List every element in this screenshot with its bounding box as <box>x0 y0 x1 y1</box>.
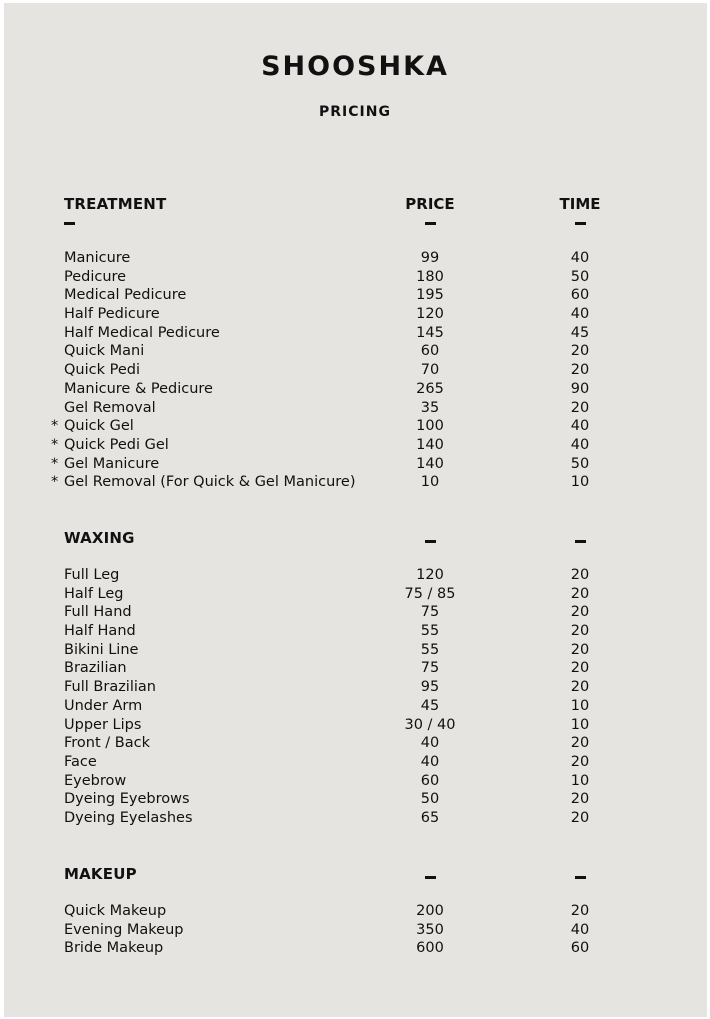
item-name: Half Leg <box>64 585 124 602</box>
item-time: 20 <box>570 660 590 677</box>
item-price: 55 <box>420 623 440 640</box>
item-time: 10 <box>570 697 590 714</box>
item-time: 40 <box>570 921 590 938</box>
star-marker: * <box>51 436 59 453</box>
list-item <box>0 324 710 343</box>
item-name: Quick Makeup <box>64 903 167 919</box>
item-name: Face <box>64 753 97 770</box>
section-title: MAKEUP <box>64 865 137 883</box>
time-dash-divider <box>575 876 586 879</box>
time-dash-divider <box>575 540 586 543</box>
item-name: Bikini Line <box>64 641 139 658</box>
list-item <box>0 399 710 418</box>
item-price: 55 <box>420 641 440 658</box>
column-header-time: TIME <box>559 195 601 213</box>
section-title: WAXING <box>64 529 135 547</box>
item-price: 140 <box>416 436 444 453</box>
item-time: 20 <box>570 735 590 752</box>
item-price: 70 <box>420 362 440 379</box>
item-price: 60 <box>420 343 440 360</box>
brand-title: SHOOSHKA <box>261 51 449 82</box>
list-item <box>0 342 710 361</box>
item-time: 60 <box>570 940 590 957</box>
section-header-waxing <box>0 529 710 549</box>
item-time: 40 <box>570 436 590 453</box>
list-item <box>0 473 710 492</box>
waxing-list <box>0 566 710 828</box>
item-name: Dyeing Eyebrows <box>64 791 190 808</box>
item-name: Quick Mani <box>64 343 145 360</box>
item-time: 40 <box>570 418 590 435</box>
item-price: 350 <box>416 921 444 938</box>
price-dash-divider <box>425 540 436 543</box>
item-time: 20 <box>570 567 590 583</box>
list-item <box>0 305 710 324</box>
list-item <box>0 622 710 641</box>
list-item <box>0 455 710 474</box>
item-name: Quick Pedi <box>64 362 140 379</box>
treatment-list <box>0 249 710 492</box>
item-name: Gel Removal <box>64 399 156 416</box>
item-price: 265 <box>416 380 444 397</box>
item-price: 65 <box>420 809 440 826</box>
item-name: Quick Gel <box>64 418 134 435</box>
item-price: 145 <box>416 324 444 341</box>
item-time: 20 <box>570 809 590 826</box>
star-marker: * <box>51 455 59 472</box>
item-time: 20 <box>570 903 590 919</box>
list-item <box>0 921 710 940</box>
item-price: 10 <box>420 474 440 491</box>
item-name: Dyeing Eyelashes <box>64 809 193 826</box>
page-subtitle: PRICING <box>319 104 391 120</box>
item-time: 20 <box>570 604 590 621</box>
item-name: Under Arm <box>64 697 143 714</box>
list-item <box>0 249 710 268</box>
item-name: Pedicure <box>64 268 127 285</box>
name-dash-divider <box>64 222 75 225</box>
item-price: 100 <box>416 418 444 435</box>
price-dash-divider <box>425 876 436 879</box>
item-name: Manicure & Pedicure <box>64 380 213 397</box>
list-item <box>0 678 710 697</box>
list-item <box>0 268 710 287</box>
list-item <box>0 716 710 735</box>
item-price: 140 <box>416 455 444 472</box>
item-time: 10 <box>570 772 590 789</box>
list-item <box>0 753 710 772</box>
star-marker: * <box>51 474 59 491</box>
item-name: Front / Back <box>64 735 150 752</box>
item-name: Brazilian <box>64 660 127 677</box>
list-item <box>0 772 710 791</box>
item-price: 35 <box>420 399 440 416</box>
list-item <box>0 659 710 678</box>
item-time: 20 <box>570 641 590 658</box>
item-price: 600 <box>416 940 444 957</box>
item-price: 40 <box>420 753 440 770</box>
item-time: 45 <box>570 324 590 341</box>
list-item <box>0 380 710 399</box>
item-time: 10 <box>570 716 590 733</box>
item-price: 120 <box>416 567 444 583</box>
item-price: 45 <box>420 697 440 714</box>
makeup-list <box>0 902 710 958</box>
item-time: 20 <box>570 753 590 770</box>
item-price: 60 <box>420 772 440 789</box>
item-name: Quick Pedi Gel <box>64 436 169 453</box>
item-price: 99 <box>420 250 440 266</box>
item-price: 75 <box>420 604 440 621</box>
item-time: 20 <box>570 399 590 416</box>
item-time: 50 <box>570 268 590 285</box>
item-name: Bride Makeup <box>64 940 164 957</box>
section-header-treatment <box>0 195 710 215</box>
item-price: 40 <box>420 735 440 752</box>
item-price: 200 <box>416 903 444 919</box>
time-dash-divider <box>575 222 586 225</box>
item-price: 75 <box>420 660 440 677</box>
item-price: 75 / 85 <box>404 585 456 602</box>
list-item <box>0 361 710 380</box>
list-item <box>0 641 710 660</box>
item-name: Eyebrow <box>64 772 127 789</box>
item-price: 30 / 40 <box>404 716 456 733</box>
list-item <box>0 603 710 622</box>
column-header-price: PRICE <box>405 195 455 213</box>
item-name: Full Hand <box>64 604 132 621</box>
item-time: 10 <box>570 474 590 491</box>
item-time: 20 <box>570 343 590 360</box>
list-item <box>0 902 710 921</box>
item-time: 90 <box>570 380 590 397</box>
item-name: Manicure <box>64 250 131 266</box>
item-time: 40 <box>570 250 590 266</box>
item-time: 20 <box>570 791 590 808</box>
item-time: 20 <box>570 585 590 602</box>
item-price: 50 <box>420 791 440 808</box>
item-time: 20 <box>570 362 590 379</box>
list-item <box>0 734 710 753</box>
item-time: 40 <box>570 306 590 323</box>
item-price: 195 <box>416 287 444 304</box>
item-time: 60 <box>570 287 590 304</box>
item-name: Full Leg <box>64 567 120 583</box>
item-time: 20 <box>570 623 590 640</box>
list-item <box>0 436 710 455</box>
item-price: 95 <box>420 679 440 696</box>
item-name: Half Hand <box>64 623 136 640</box>
list-item <box>0 809 710 828</box>
item-name: Half Medical Pedicure <box>64 324 220 341</box>
star-marker: * <box>51 418 59 435</box>
list-item <box>0 697 710 716</box>
list-item <box>0 585 710 604</box>
item-price: 180 <box>416 268 444 285</box>
list-item <box>0 939 710 958</box>
price-dash-divider <box>425 222 436 225</box>
item-time: 50 <box>570 455 590 472</box>
item-name: Medical Pedicure <box>64 287 187 304</box>
list-item <box>0 286 710 305</box>
item-name: Gel Removal (For Quick & Gel Manicure) <box>64 474 356 491</box>
item-name: Full Brazilian <box>64 679 156 696</box>
item-name: Upper Lips <box>64 716 142 733</box>
item-time: 20 <box>570 679 590 696</box>
list-item <box>0 417 710 436</box>
section-title: TREATMENT <box>64 195 167 213</box>
list-item <box>0 790 710 809</box>
item-name: Half Pedicure <box>64 306 160 323</box>
section-header-makeup <box>0 865 710 885</box>
item-name: Gel Manicure <box>64 455 160 472</box>
item-name: Evening Makeup <box>64 921 184 938</box>
item-price: 120 <box>416 306 444 323</box>
list-item <box>0 566 710 585</box>
